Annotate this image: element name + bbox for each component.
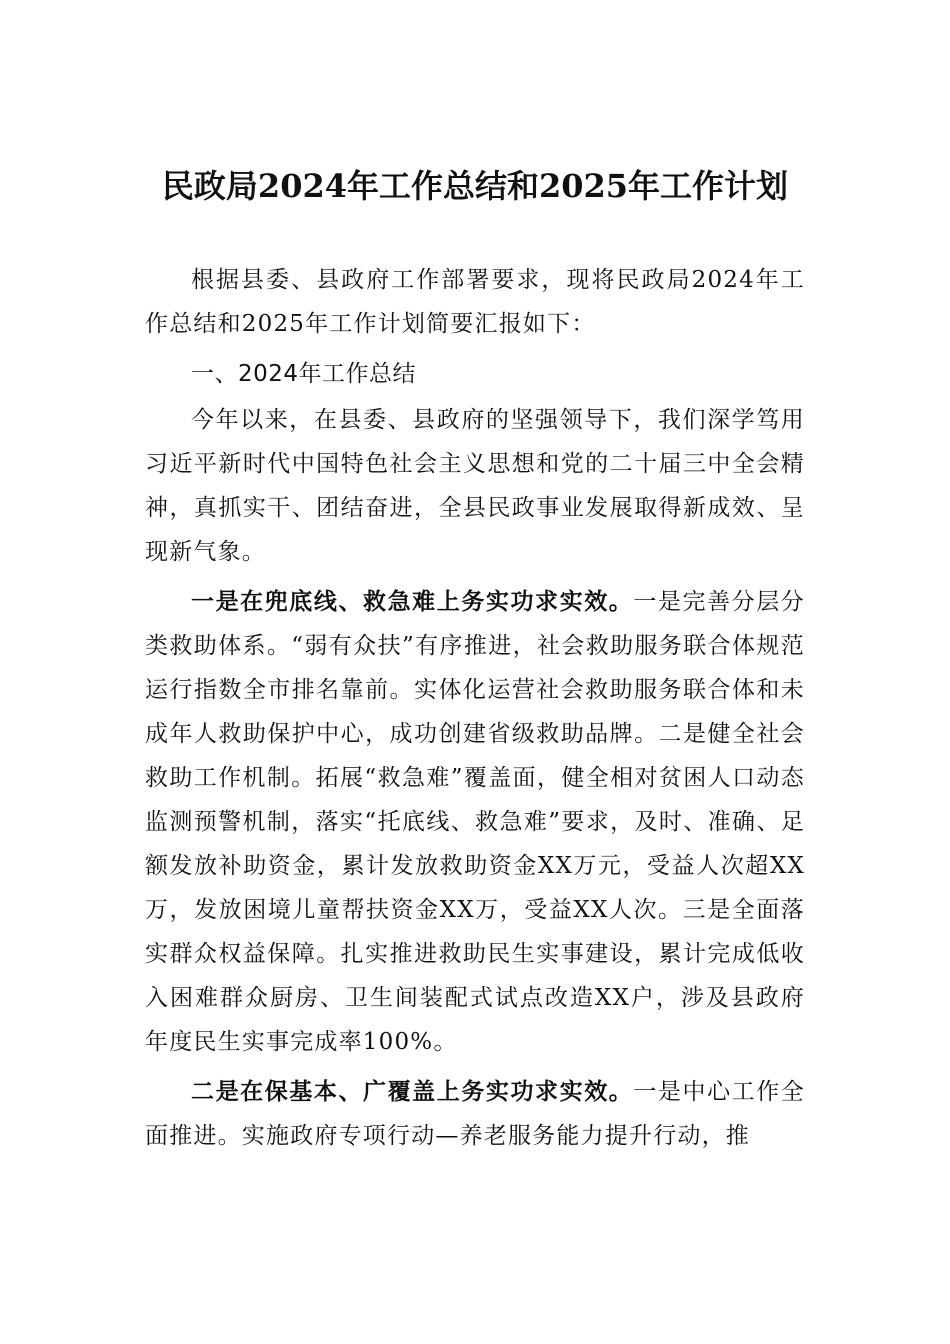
item2-paragraph xyxy=(145,1070,805,1158)
document-body xyxy=(145,258,805,1164)
section-heading: 一、2024年工作总结 xyxy=(191,361,417,387)
item1-text: 一是完善分层分类救助体系。“弱有众扶”有序推进，社会救助服务联合体规范运行指数全市排名靠前。实体化运营社会救助服务联合体和未成年人救助保护中心，成功创建省级救助品牌。二是健全社会救助工作机制。拓展“救急难”覆盖面，健全相对贫困人口动态监测预警机制，落实“托底线、救急难”要求，及时、准确、足额发放补助资金，累计发放救助资金XX万元，受益人次超XX万，发放困境儿童帮扶资金XX万，受益XX人次。三是全面落实群众权益保障。扎实推进救助民生实事建设，累计完成低收入困难群众厨房、卫生间装配式试点改造XX户，涉及县政府年度民生实事完成率100%。 xyxy=(145,589,805,1055)
intro-paragraph: 根据县委、县政府工作部署要求，现将民政局2024年工作总结和2025年工作计划简要汇报如下： xyxy=(145,267,805,337)
item1-lead: 一是在兜底线、救急难上务实功求实效。 xyxy=(191,589,634,615)
overview-paragraph: 今年以来，在县委、县政府的坚强领导下，我们深学笃用习近平新时代中国特色社会主义思想和党的二十届三中全会精神，真抓实干、团结奋进，全县民政事业发展取得新成效、呈现新气象。 xyxy=(145,407,805,565)
item2-text: 一是中心工作全面推进。实施政府专项行动—养老服务能力提升行动，推 xyxy=(145,1079,805,1149)
document-title: 民政局2024年工作总结和2025年工作计划 xyxy=(161,167,789,205)
item2-lead: 二是在保基本、广覆盖上务实功求实效。 xyxy=(191,1079,634,1105)
item1-paragraph xyxy=(145,580,805,1064)
